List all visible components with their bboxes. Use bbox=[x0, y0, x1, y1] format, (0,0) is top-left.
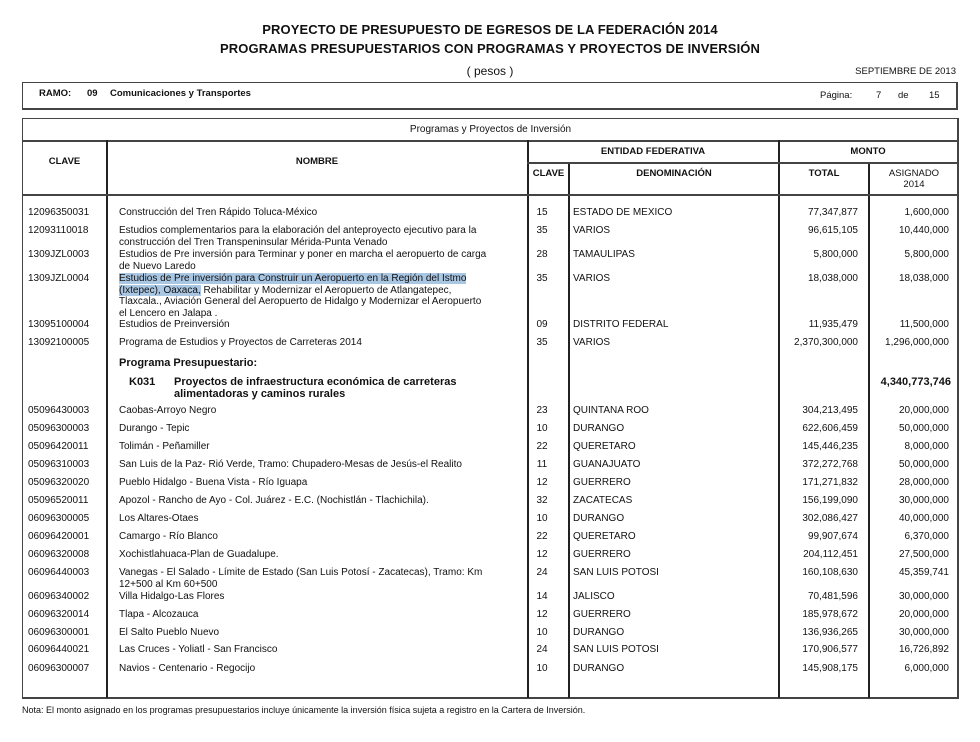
row-total: 5,800,000 bbox=[813, 249, 858, 260]
units-label: ( pesos ) bbox=[466, 64, 514, 78]
row-total: 372,272,768 bbox=[802, 459, 858, 470]
header-clave: CLAVE bbox=[48, 156, 81, 167]
row-clave: 05096310003 bbox=[28, 459, 90, 470]
row-asignado: 30,000,000 bbox=[898, 591, 949, 602]
header-monto: MONTO bbox=[850, 146, 886, 157]
footnote: Nota: El monto asignado en los programas presupuestarios incluye únicamente la inversión física sujeta a registro en la Cartera de Inversión. bbox=[22, 705, 586, 715]
row-entidad-clave: 23 bbox=[536, 405, 548, 416]
row-asignado: 5,800,000 bbox=[904, 249, 949, 260]
row-asignado: 10,440,000 bbox=[898, 225, 949, 236]
row-denominacion: DURANGO bbox=[573, 513, 625, 524]
row-nombre: Construcción del Tren Rápido Toluca-México bbox=[119, 207, 318, 218]
row-denominacion: GUERRERO bbox=[573, 477, 631, 488]
row-clave: 05096520011 bbox=[28, 495, 89, 506]
header-asignado-label: ASIGNADO bbox=[888, 168, 940, 179]
row-total: 145,908,175 bbox=[802, 663, 858, 674]
row-entidad-clave: 28 bbox=[536, 249, 548, 260]
report-subtitle: PROGRAMAS PRESUPUESTARIOS CON PROGRAMAS Y PROYECTOS DE INVERSIÓN bbox=[220, 41, 760, 56]
selected-text[interactable]: Estudios de Pre inversión para Construir un Aeropuerto en la Región del Istmo (Ixtepec), Oaxaca, bbox=[119, 273, 467, 296]
row-entidad-clave: 12 bbox=[536, 477, 548, 488]
row-clave: 06096300001 bbox=[28, 627, 90, 638]
row-entidad-clave: 24 bbox=[536, 644, 548, 655]
row-asignado: 30,000,000 bbox=[898, 495, 949, 506]
row-asignado: 16,726,892 bbox=[898, 644, 949, 655]
row-denominacion: QUERETARO bbox=[573, 441, 636, 452]
row-nombre: Camargo - Río Blanco bbox=[119, 531, 218, 542]
row-asignado: 6,370,000 bbox=[904, 531, 949, 542]
page-total: 15 bbox=[929, 90, 940, 101]
row-denominacion: SAN LUIS POTOSI bbox=[573, 567, 659, 578]
programa-name: Proyectos de infraestructura económica de carreteras alimentadoras y caminos rurales bbox=[174, 376, 457, 400]
row-clave: 06096440021 bbox=[28, 644, 90, 655]
ramo-label: RAMO: bbox=[39, 88, 72, 99]
row-denominacion: TAMAULIPAS bbox=[573, 249, 635, 260]
header-entidad-federativa: ENTIDAD FEDERATIVA bbox=[600, 146, 706, 157]
row-total: 2,370,300,000 bbox=[794, 337, 858, 348]
row-entidad-clave: 22 bbox=[536, 531, 548, 542]
row-entidad-clave: 10 bbox=[536, 663, 548, 674]
row-clave: 05096420011 bbox=[28, 441, 89, 452]
investment-table bbox=[22, 118, 959, 699]
row-clave: 1309JZL0004 bbox=[28, 273, 90, 284]
row-nombre: Estudios de Pre inversión para Terminar y poner en marcha el aeropuerto de carga de Nuevo Laredo bbox=[119, 249, 487, 272]
row-nombre: El Salto Pueblo Nuevo bbox=[119, 627, 220, 638]
row-nombre: Caobas-Arroyo Negro bbox=[119, 405, 217, 416]
row-nombre bbox=[119, 273, 489, 319]
ramo-name: Comunicaciones y Transportes bbox=[110, 88, 251, 99]
row-total: 156,199,090 bbox=[802, 495, 858, 506]
row-entidad-clave: 22 bbox=[536, 441, 548, 452]
row-entidad-clave: 24 bbox=[536, 567, 548, 578]
programa-amount: 4,340,773,746 bbox=[880, 376, 951, 388]
row-entidad-clave: 15 bbox=[536, 207, 548, 218]
row-asignado: 45,359,741 bbox=[898, 567, 949, 578]
row-asignado: 6,000,000 bbox=[904, 663, 949, 674]
row-entidad-clave: 09 bbox=[536, 319, 548, 330]
row-total: 170,906,577 bbox=[802, 644, 858, 655]
row-clave: 06096420001 bbox=[28, 531, 90, 542]
row-total: 77,347,877 bbox=[807, 207, 858, 218]
row-clave: 12096350031 bbox=[28, 207, 90, 218]
row-asignado: 20,000,000 bbox=[898, 405, 949, 416]
programa-code: K031 bbox=[129, 376, 156, 388]
header-nombre: NOMBRE bbox=[295, 156, 339, 167]
row-asignado: 1,296,000,000 bbox=[885, 337, 949, 348]
row-total: 622,606,459 bbox=[802, 423, 858, 434]
row-clave: 06096340002 bbox=[28, 591, 90, 602]
row-entidad-clave: 12 bbox=[536, 549, 548, 560]
row-nombre-rest: Rehabilitar y Modernizar el Aeropuerto de Atlangatepec, Tlaxcala., Aviación General del Aeropuerto de Hidalgo y Modernizar el Aeropuerto el Lencero en Jalapa . bbox=[119, 284, 482, 319]
divider bbox=[568, 163, 570, 698]
row-nombre: Tolimán - Peñamiller bbox=[119, 441, 210, 452]
row-asignado: 50,000,000 bbox=[898, 423, 949, 434]
row-denominacion: JALISCO bbox=[573, 591, 615, 602]
page-number: 7 bbox=[876, 90, 882, 101]
row-nombre: San Luis de la Paz- Rió Verde, Tramo: Chupadero-Mesas de Jesús-el Realito bbox=[119, 459, 462, 470]
row-total: 18,038,000 bbox=[807, 273, 858, 284]
row-asignado: 18,038,000 bbox=[898, 273, 949, 284]
divider bbox=[23, 140, 957, 142]
row-denominacion: DURANGO bbox=[573, 663, 625, 674]
row-entidad-clave: 35 bbox=[536, 273, 548, 284]
row-asignado: 11,500,000 bbox=[899, 319, 949, 330]
row-clave: 06096300005 bbox=[28, 513, 90, 524]
table-caption: Programas y Proyectos de Inversión bbox=[409, 124, 572, 135]
row-clave: 12093110018 bbox=[28, 225, 89, 236]
header-denominacion: DENOMINACIÓN bbox=[636, 168, 712, 179]
row-nombre: Tlapa - Alcozauca bbox=[119, 609, 199, 620]
row-denominacion: SAN LUIS POTOSI bbox=[573, 644, 659, 655]
row-nombre: Navios - Centenario - Regocijo bbox=[119, 663, 256, 674]
row-total: 204,112,451 bbox=[803, 549, 858, 560]
row-asignado: 20,000,000 bbox=[898, 609, 949, 620]
row-clave: 06096320008 bbox=[28, 549, 90, 560]
row-total: 96,615,105 bbox=[807, 225, 858, 236]
row-entidad-clave: 11 bbox=[536, 459, 548, 470]
row-total: 145,446,235 bbox=[802, 441, 858, 452]
row-nombre: Pueblo Hidalgo - Buena Vista - Río Iguapa bbox=[119, 477, 308, 488]
row-clave: 05096320020 bbox=[28, 477, 90, 488]
row-clave: 1309JZL0003 bbox=[28, 249, 90, 260]
row-entidad-clave: 10 bbox=[536, 627, 548, 638]
row-asignado: 27,500,000 bbox=[898, 549, 949, 560]
row-total: 160,108,630 bbox=[802, 567, 858, 578]
row-nombre: Los Altares-Otaes bbox=[119, 513, 199, 524]
programa-label: Programa Presupuestario: bbox=[119, 357, 258, 369]
row-clave: 06096320014 bbox=[28, 609, 90, 620]
row-denominacion: GUANAJUATO bbox=[573, 459, 641, 470]
row-clave: 06096300007 bbox=[28, 663, 90, 674]
row-denominacion: VARIOS bbox=[573, 273, 611, 284]
row-nombre: Durango - Tepic bbox=[119, 423, 190, 434]
row-denominacion: DISTRITO FEDERAL bbox=[573, 319, 669, 330]
row-clave: 13095100004 bbox=[28, 319, 90, 330]
row-total: 185,978,672 bbox=[802, 609, 858, 620]
row-clave: 05096300003 bbox=[28, 423, 90, 434]
row-total: 70,481,596 bbox=[807, 591, 858, 602]
report-title: PROYECTO DE PRESUPUESTO DE EGRESOS DE LA FEDERACIÓN 2014 bbox=[262, 22, 718, 37]
row-asignado: 28,000,000 bbox=[898, 477, 949, 488]
row-denominacion: QUERETARO bbox=[573, 531, 636, 542]
ramo-code: 09 bbox=[87, 88, 98, 99]
row-entidad-clave: 35 bbox=[536, 337, 548, 348]
divider bbox=[527, 162, 957, 164]
row-entidad-clave: 32 bbox=[536, 495, 548, 506]
row-nombre: Apozol - Rancho de Ayo - Col. Juárez - E.C. (Nochistlán - Tlachichila). bbox=[119, 495, 429, 506]
row-denominacion: ZACATECAS bbox=[573, 495, 633, 506]
row-denominacion: QUINTANA ROO bbox=[573, 405, 649, 416]
row-denominacion: GUERRERO bbox=[573, 549, 631, 560]
row-denominacion: DURANGO bbox=[573, 423, 625, 434]
row-denominacion: VARIOS bbox=[573, 225, 611, 236]
divider bbox=[868, 163, 870, 698]
row-nombre: Villa Hidalgo-Las Flores bbox=[119, 591, 225, 602]
row-clave: 06096440003 bbox=[28, 567, 90, 578]
row-entidad-clave: 14 bbox=[536, 591, 548, 602]
row-total: 99,907,674 bbox=[807, 531, 858, 542]
row-total: 302,086,427 bbox=[802, 513, 858, 524]
row-clave: 13092100005 bbox=[28, 337, 90, 348]
header-asignado-year: 2014 bbox=[903, 179, 925, 190]
row-asignado: 40,000,000 bbox=[898, 513, 949, 524]
row-asignado: 8,000,000 bbox=[904, 441, 949, 452]
row-nombre: Estudios de Preinversión bbox=[119, 319, 230, 330]
row-entidad-clave: 10 bbox=[536, 513, 548, 524]
row-nombre: Estudios complementarios para la elaboración del anteproyecto ejecutivo para la construcción del Tren Transpeninsular Mérida-Punta Venado bbox=[119, 225, 477, 248]
row-denominacion: VARIOS bbox=[573, 337, 611, 348]
row-nombre: Las Cruces - Yoliatl - San Francisco bbox=[119, 644, 278, 655]
row-clave: 05096430003 bbox=[28, 405, 90, 416]
row-nombre: Vanegas - El Salado - Límite de Estado (San Luis Potosí - Zacatecas), Tramo: Km 12+500 al Km 60+500 bbox=[119, 567, 483, 590]
row-entidad-clave: 35 bbox=[536, 225, 548, 236]
row-total: 304,213,495 bbox=[802, 405, 858, 416]
header-asignado bbox=[870, 168, 958, 190]
row-denominacion: DURANGO bbox=[573, 627, 625, 638]
row-total: 11,935,479 bbox=[808, 319, 858, 330]
row-entidad-clave: 10 bbox=[536, 423, 548, 434]
row-asignado: 1,600,000 bbox=[904, 207, 949, 218]
divider bbox=[106, 140, 108, 698]
header-total: TOTAL bbox=[808, 168, 840, 179]
report-date: SEPTIEMBRE DE 2013 bbox=[855, 66, 956, 77]
page-label: Página: bbox=[820, 90, 853, 101]
row-denominacion: ESTADO DE MEXICO bbox=[573, 207, 673, 218]
row-total: 171,271,832 bbox=[802, 477, 858, 488]
row-asignado: 30,000,000 bbox=[898, 627, 949, 638]
row-entidad-clave: 12 bbox=[536, 609, 548, 620]
row-total: 136,936,265 bbox=[802, 627, 858, 638]
row-nombre: Programa de Estudios y Proyectos de Carreteras 2014 bbox=[119, 337, 362, 348]
divider bbox=[23, 194, 957, 196]
header-entidad-clave: CLAVE bbox=[532, 168, 565, 179]
row-nombre: Xochistlahuaca-Plan de Guadalupe. bbox=[119, 549, 279, 560]
row-asignado: 50,000,000 bbox=[898, 459, 949, 470]
row-denominacion: GUERRERO bbox=[573, 609, 631, 620]
page-of: de bbox=[898, 90, 909, 101]
divider bbox=[778, 140, 780, 698]
ramo-box bbox=[22, 82, 958, 110]
